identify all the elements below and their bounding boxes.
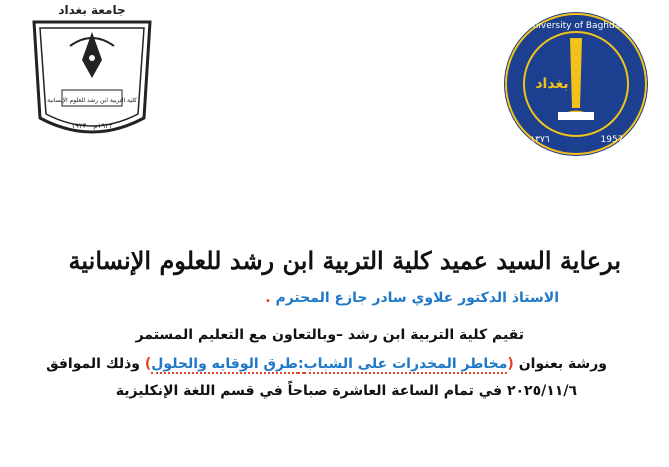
close-paren: ) [144, 356, 152, 372]
page-title: برعاية السيد عميد كلية التربية ابن رشد للعلوم الإنسانية [68, 246, 621, 275]
workshop-label: ورشة بعنوان [513, 356, 607, 372]
workshop-date-lead: وذلك الموافق [46, 356, 145, 372]
right-logo-year-left: ١٣٧٦ [530, 135, 550, 145]
right-logo-arc-text: University of Baghdad [526, 21, 626, 31]
college-logo [4, 0, 180, 150]
left-logo-arc-text: جامعة بغداد [58, 3, 126, 17]
workshop-topic-sep: : [297, 356, 304, 372]
announcement-line-3: ٢٠٢٥/١١/٦ في تمام الساعة العاشرة صباحاً في قسم اللغة الإنكليزية [115, 383, 577, 399]
dean-name-text: الاستاذ الدكتور علاوي سادر جازع المحترم [275, 290, 559, 306]
workshop-topic-a: مخاطر المخدرات على الشباب [303, 356, 508, 372]
workshop-topic-b: طرق الوقايه والحلول [151, 356, 298, 372]
university-logo [500, 8, 652, 160]
dean-name-dot: . [265, 290, 271, 306]
left-logo-years: ١٩٢٣م - ١٩٢٣ [71, 122, 113, 130]
right-logo-year-right: 1957 [600, 135, 624, 145]
announcement-line-1: تقيم كلية التربية ابن رشد –وبالتعاون مع التعليم المستمر [135, 327, 524, 343]
minaret-icon [570, 38, 582, 108]
right-logo-center-text: بغداد [535, 76, 569, 92]
dean-name [39, 290, 559, 306]
announcement-line-2 [7, 356, 607, 372]
open-paren: ( [507, 356, 514, 372]
left-logo-inner-text: كلية التربية ابن رشد للعلوم الإنسانية [47, 97, 137, 104]
book-icon [558, 112, 594, 120]
